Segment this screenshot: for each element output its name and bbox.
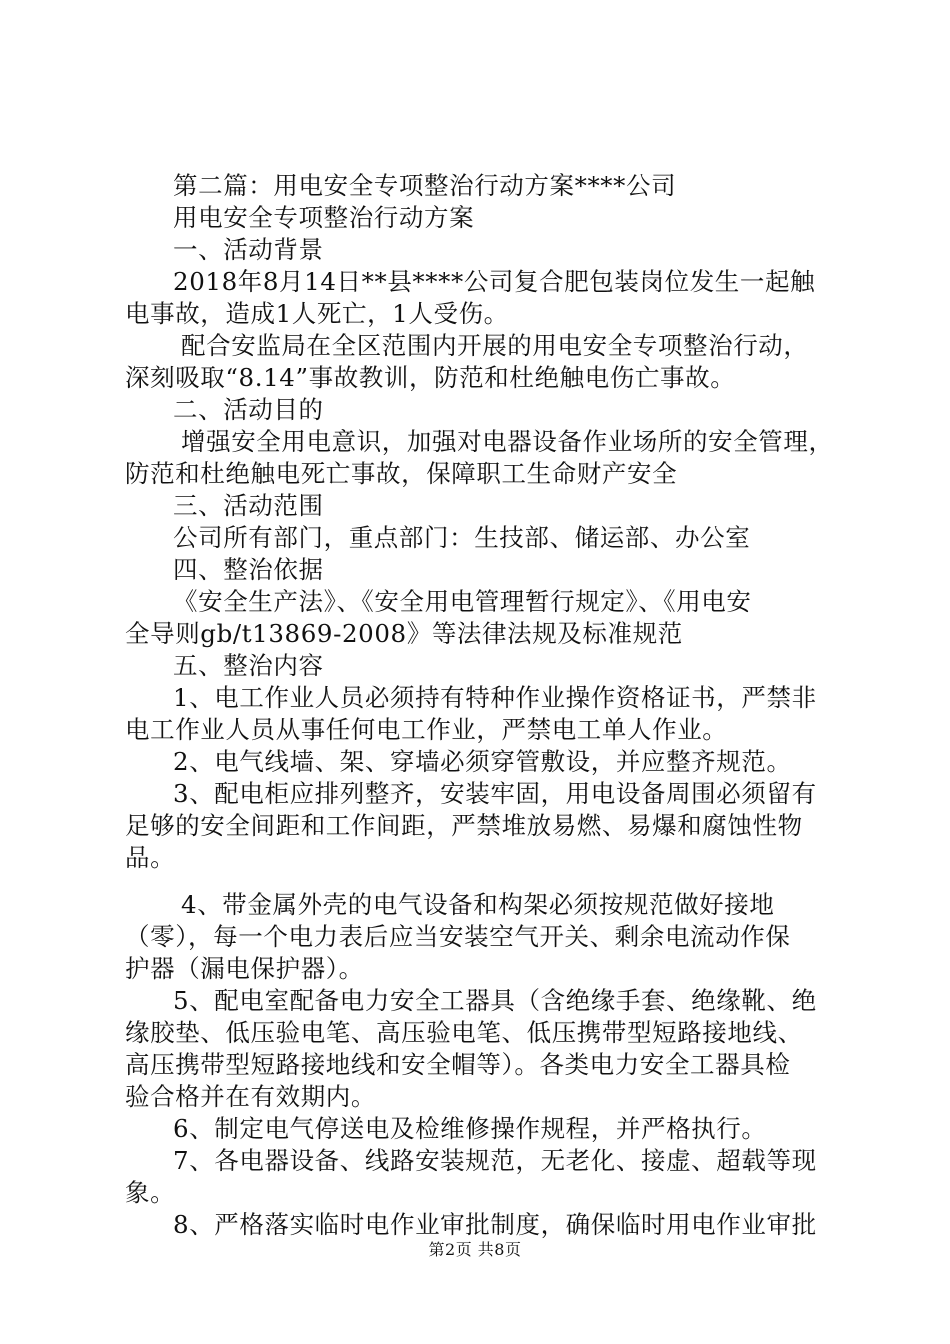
paragraph-gap bbox=[125, 874, 833, 889]
list-item-line: 4、带金属外壳的电气设备和构架必须按规范做好接地 bbox=[181, 890, 775, 919]
page-number-footer: 第2页 共8页 bbox=[428, 1240, 522, 1259]
document-body bbox=[125, 170, 833, 1241]
list-item-line: 2、电气线墙、架、穿墙必须穿管敷设，并应整齐规范。 bbox=[173, 747, 792, 776]
paragraph-line: 配合安监局在全区范围内开展的用电安全专项整治行动， bbox=[181, 331, 809, 360]
paragraph-line: 电事故，造成1人死亡，1人受伤。 bbox=[125, 299, 509, 328]
paragraph-line: 深刻吸取“8.14”事故教训，防范和杜绝触电伤亡事故。 bbox=[125, 363, 736, 392]
list-item-line: 象。 bbox=[125, 1178, 176, 1207]
list-item-line: 高压携带型短路接地线和安全帽等）。各类电力安全工器具检 bbox=[125, 1050, 791, 1079]
list-item-line: （零），每一个电力表后应当安装空气开关、剩余电流动作保 bbox=[125, 922, 791, 951]
list-item-line: 护器（漏电保护器）。 bbox=[125, 954, 364, 983]
list-item-line: 3、配电柜应排列整齐，安装牢固，用电设备周围必须留有 bbox=[173, 779, 817, 808]
section-title: 第二篇：用电安全专项整治行动方案****公司 bbox=[173, 171, 677, 200]
paragraph-line: 《安全生产法》、《安全用电管理暂行规定》、《用电安 bbox=[173, 587, 752, 616]
list-item-line: 8、严格落实临时电作业审批制度，确保临时用电作业审批 bbox=[173, 1210, 817, 1239]
heading-background: 一、活动背景 bbox=[173, 235, 324, 264]
list-item-line: 验合格并在有效期内。 bbox=[125, 1082, 376, 1111]
paragraph-line: 增强安全用电意识，加强对电器设备作业场所的安全管理， bbox=[181, 427, 834, 456]
list-item-line: 缘胶垫、低压验电笔、高压验电笔、低压携带型短路接地线、 bbox=[125, 1018, 803, 1047]
heading-content: 五、整治内容 bbox=[173, 651, 324, 680]
list-item-line: 电工作业人员从事任何电工作业，严禁电工单人作业。 bbox=[125, 715, 728, 744]
heading-scope: 三、活动范围 bbox=[173, 491, 324, 520]
heading-basis: 四、整治依据 bbox=[173, 555, 324, 584]
paragraph-line: 全导则gb/t13869-2008》等法律法规及标准规范 bbox=[125, 619, 683, 648]
list-item-line: 足够的安全间距和工作间距，严禁堆放易燃、易爆和腐蚀性物 bbox=[125, 811, 803, 840]
document-subtitle: 用电安全专项整治行动方案 bbox=[173, 203, 475, 232]
heading-purpose: 二、活动目的 bbox=[173, 395, 324, 424]
list-item-line: 6、制定电气停送电及检维修操作规程，并严格执行。 bbox=[173, 1114, 767, 1143]
list-item-line: 1、电工作业人员必须持有特种作业操作资格证书，严禁非 bbox=[173, 683, 817, 712]
list-item-line: 7、各电器设备、线路安装规范，无老化、接虚、超载等现 bbox=[173, 1146, 817, 1175]
list-item-line: 品。 bbox=[125, 843, 176, 872]
paragraph-line: 2018年8月14日**县****公司复合肥包装岗位发生一起触 bbox=[173, 267, 816, 296]
list-item-line: 5、配电室配备电力安全工器具（含绝缘手套、绝缘靴、绝 bbox=[173, 986, 817, 1015]
paragraph-line: 防范和杜绝触电死亡事故，保障职工生命财产安全 bbox=[125, 459, 678, 488]
paragraph-line: 公司所有部门，重点部门：生技部、储运部、办公室 bbox=[173, 523, 751, 552]
